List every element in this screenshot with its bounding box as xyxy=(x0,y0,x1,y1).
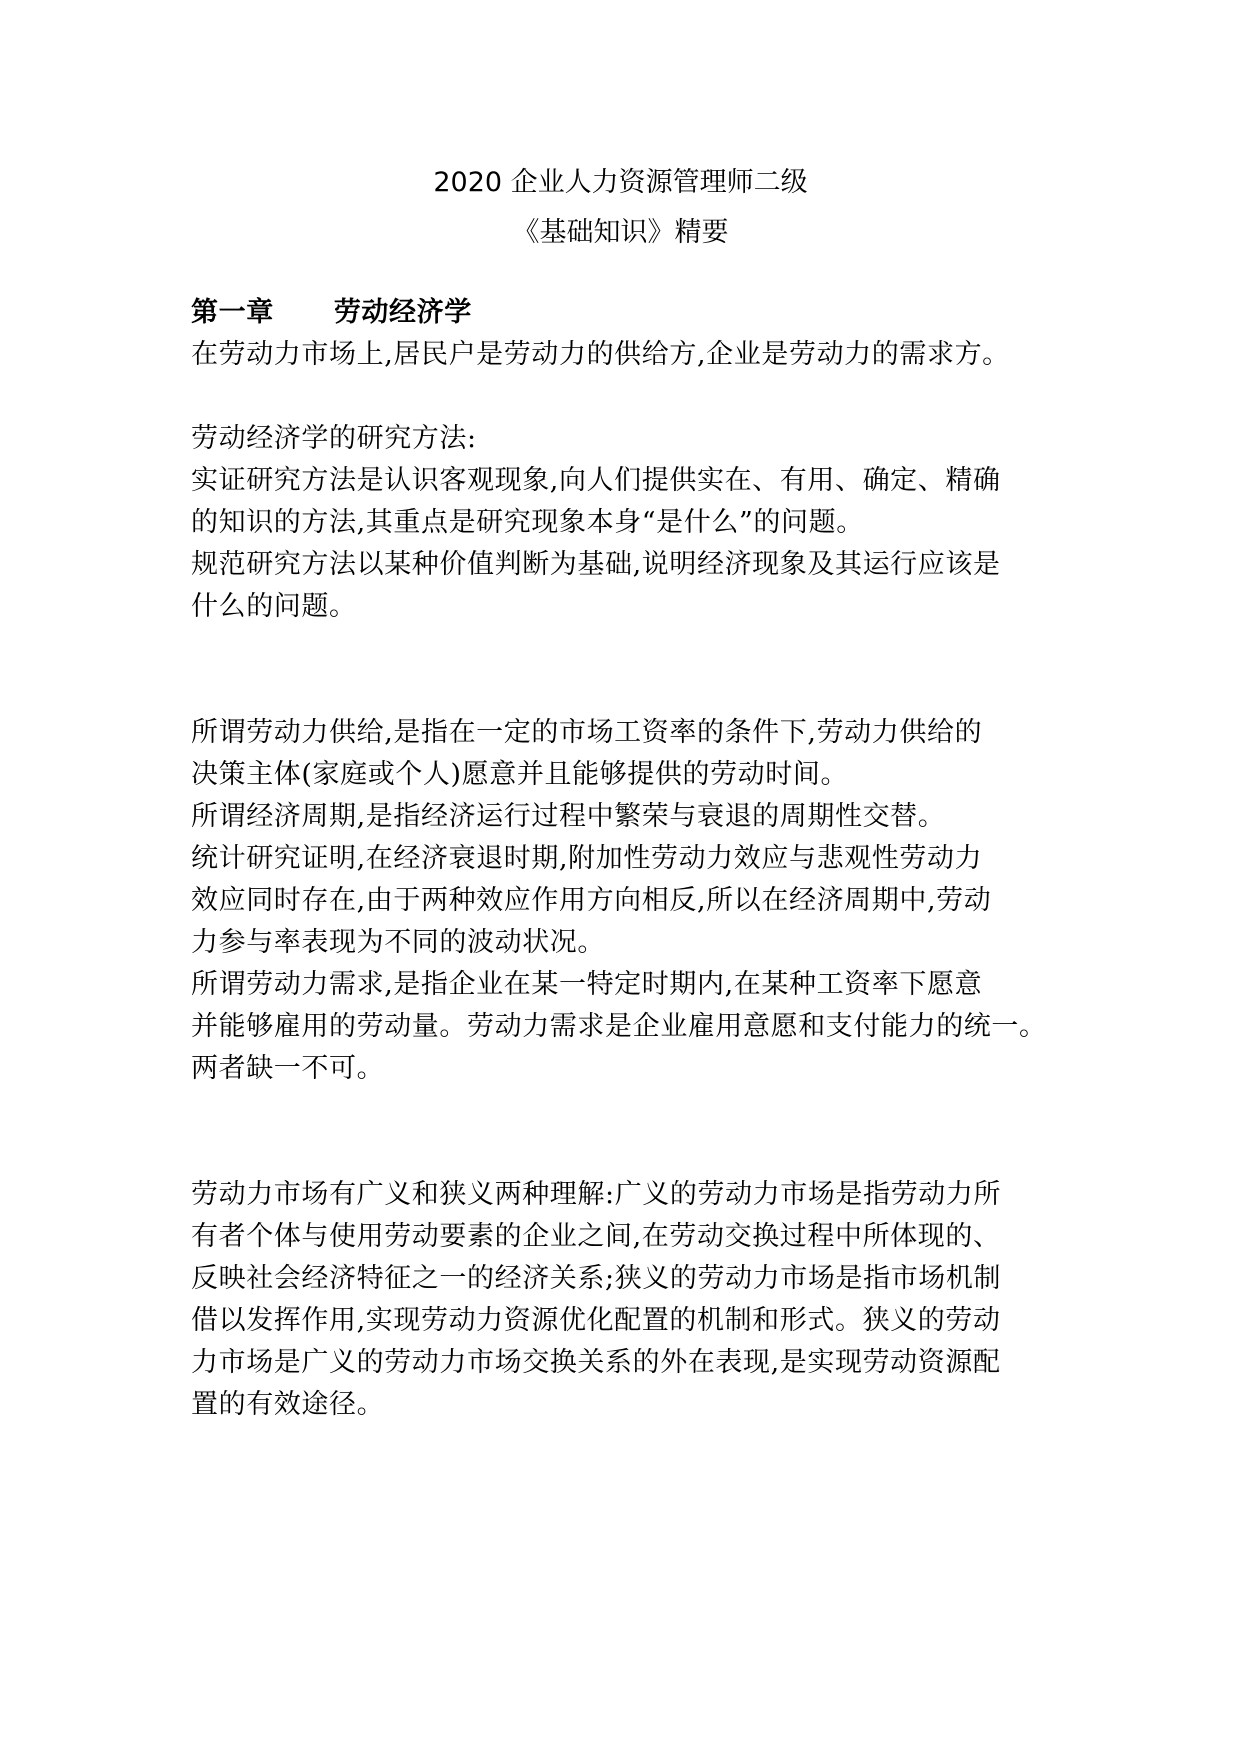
text-line: 借以发挥作用,实现劳动力资源优化配置的机制和形式。狭义的劳动 xyxy=(191,1305,1001,1336)
text-line: 劳动力市场有广义和狭义两种理解:广义的劳动力市场是指劳动力所 xyxy=(191,1179,1002,1210)
paragraph-research-methods xyxy=(191,418,1091,628)
text-line: 力参与率表现为不同的波动状况。 xyxy=(191,927,605,958)
text-line: 所谓经济周期,是指经济运行过程中繁荣与衰退的周期性交替。 xyxy=(191,801,946,832)
text-line: 劳动经济学的研究方法: xyxy=(191,423,477,454)
paragraph-labor-market xyxy=(191,1174,1091,1426)
text-line: 置的有效途径。 xyxy=(191,1389,385,1420)
text-line: 反映社会经济特征之一的经济关系;狭义的劳动力市场是指市场机制 xyxy=(191,1263,1002,1294)
chapter-number: 第一章 xyxy=(191,297,274,328)
text-line: 统计研究证明,在经济衰退时期,附加性劳动力效应与悲观性劳动力 xyxy=(191,843,983,874)
text-line: 效应同时存在,由于两种效应作用方向相反,所以在经济周期中,劳动 xyxy=(191,885,992,916)
paragraph-gap xyxy=(191,628,1091,712)
document-title xyxy=(0,158,1241,258)
text-line: 的知识的方法,其重点是研究现象本身“是什么”的问题。 xyxy=(191,507,864,538)
title-line-2: 《基础知识》精要 xyxy=(512,217,729,248)
text-line: 实证研究方法是认识客观现象,向人们提供实在、有用、确定、精确 xyxy=(191,465,1001,496)
text-line: 所谓劳动力供给,是指在一定的市场工资率的条件下,劳动力供给的 xyxy=(191,717,983,748)
text-line: 两者缺一不可。 xyxy=(191,1053,385,1084)
paragraph-gap xyxy=(191,376,1091,418)
text-line: 有者个体与使用劳动要素的企业之间,在劳动交换过程中所体现的、 xyxy=(191,1221,1001,1252)
text-line: 在劳动力市场上,居民户是劳动力的供给方,企业是劳动力的需求方。 xyxy=(191,339,1010,370)
text-line: 所谓劳动力需求,是指企业在某一特定时期内,在某种工资率下愿意 xyxy=(191,969,983,1000)
text-line: 决策主体(家庭或个人)愿意并且能够提供的劳动时间。 xyxy=(191,759,849,790)
paragraph-intro xyxy=(191,334,1091,376)
chapter-heading xyxy=(191,292,1091,334)
chapter-name: 劳动经济学 xyxy=(333,297,472,328)
title-line-1: 2020 企业人力资源管理师二级 xyxy=(433,167,808,198)
text-line: 力市场是广义的劳动力市场交换关系的外在表现,是实现劳动资源配 xyxy=(191,1347,1001,1378)
paragraph-gap xyxy=(191,1090,1091,1174)
text-line: 什么的问题。 xyxy=(191,591,357,622)
text-line: 并能够雇用的劳动量。劳动力需求是企业雇用意愿和支付能力的统一。 xyxy=(191,1011,1047,1042)
document-body xyxy=(191,292,1091,1426)
text-line: 规范研究方法以某种价值判断为基础,说明经济现象及其运行应该是 xyxy=(191,549,1001,580)
paragraph-supply-demand xyxy=(191,712,1091,1090)
